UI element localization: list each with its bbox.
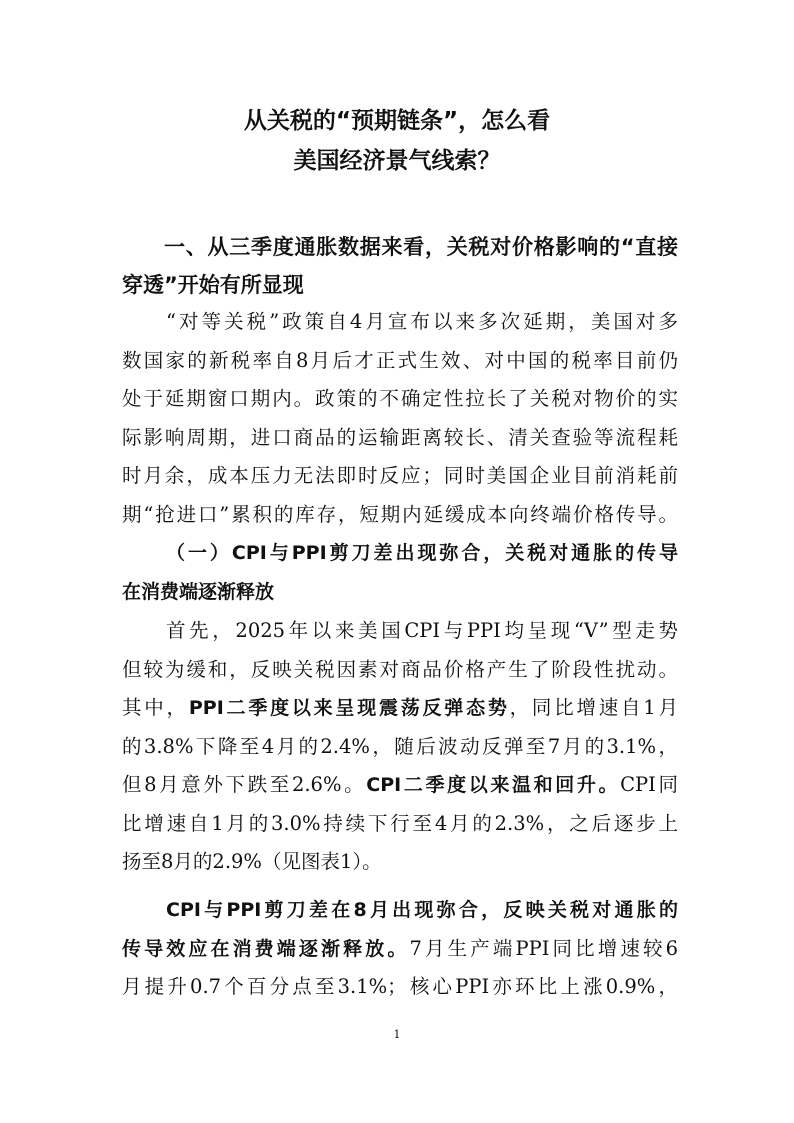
paragraph-line bbox=[122, 930, 678, 969]
paragraph-line: 际影响周期，进口商品的运输距离较长、清关查验等流程耗 bbox=[122, 425, 678, 449]
bold-text-run: CPI二季度以来温和回升。 bbox=[366, 774, 621, 796]
text-run: 但8月意外下跌至2.6%。 bbox=[122, 773, 367, 796]
paragraph-line bbox=[122, 766, 678, 805]
paragraph-line: 处于延期窗口期内。政策的不确定性拉长了关税对物价的实 bbox=[122, 387, 678, 410]
text-run: ，同比增速自1月 bbox=[509, 696, 678, 719]
subsection-heading-line-1: （一）CPI与PPI剪刀差出现弥合，关税对通胀的传导 bbox=[166, 542, 678, 564]
section-heading-line-1: 一、从三季度通胀数据来看，关税对价格影响的“直接 bbox=[164, 235, 678, 259]
text-run: 其中， bbox=[122, 696, 189, 719]
paragraph-line: 时月余，成本压力无法即时反应；同时美国企业目前消耗前 bbox=[122, 464, 678, 487]
subsection-heading-line-2: 在消费端逐渐释放 bbox=[122, 580, 275, 603]
text-run: 7月生产端PPI同比增速较6 bbox=[409, 936, 678, 960]
section-heading-line-2: 穿透”开始有所显现 bbox=[122, 273, 304, 297]
paragraph-3 bbox=[122, 891, 678, 1007]
section-heading-1 bbox=[122, 228, 678, 304]
bold-text-run: PPI二季度以来呈现震荡反弹态势 bbox=[188, 697, 510, 719]
subsection-heading-1 bbox=[122, 534, 678, 611]
paragraph-line: 月提升0.7个百分点至3.1%；核心PPI亦环比上涨0.9%， bbox=[122, 975, 678, 998]
paragraph-line: 比增速自1月的3.0%持续下行至4月的2.3%，之后逐步上 bbox=[122, 811, 678, 835]
bold-text-run: 传导效应在消费端逐渐释放。 bbox=[122, 937, 410, 960]
page-number: 1 bbox=[393, 1028, 401, 1041]
document-title-line-1: 从关税的“预期链条”，怎么看 bbox=[243, 108, 551, 134]
paragraph-line: 扬至8月的2.9%（见图表1）。 bbox=[122, 850, 382, 873]
text-run: CPI同 bbox=[620, 773, 678, 796]
paragraph-1 bbox=[122, 303, 678, 534]
paragraph-line: 但较为缓和，反映关税因素对商品价格产生了阶段性扰动。 bbox=[122, 657, 678, 681]
bold-paragraph-line: CPI与PPI剪刀差在8月出现弥合，反映关税对通胀的 bbox=[166, 899, 678, 921]
paragraph-line: “对等关税”政策自4月宣布以来多次延期，美国对多 bbox=[166, 310, 678, 333]
paragraph-line bbox=[122, 689, 678, 728]
paragraph-line: 期“抢进口”累积的库存，短期内延缓成本向终端价格传导。 bbox=[122, 502, 678, 526]
paragraph-line: 数国家的新税率自8月后才正式生效、对中国的税率目前仍 bbox=[122, 348, 678, 372]
paragraph-2 bbox=[122, 612, 678, 882]
document-title-line-2: 美国经济景气线索？ bbox=[293, 148, 501, 174]
paragraph-line: 首先，2025年以来美国CPI与PPI均呈现“V”型走势 bbox=[166, 619, 678, 642]
paragraph-line: 的3.8%下降至4月的2.4%，随后波动反弹至7月的3.1%， bbox=[122, 734, 678, 758]
